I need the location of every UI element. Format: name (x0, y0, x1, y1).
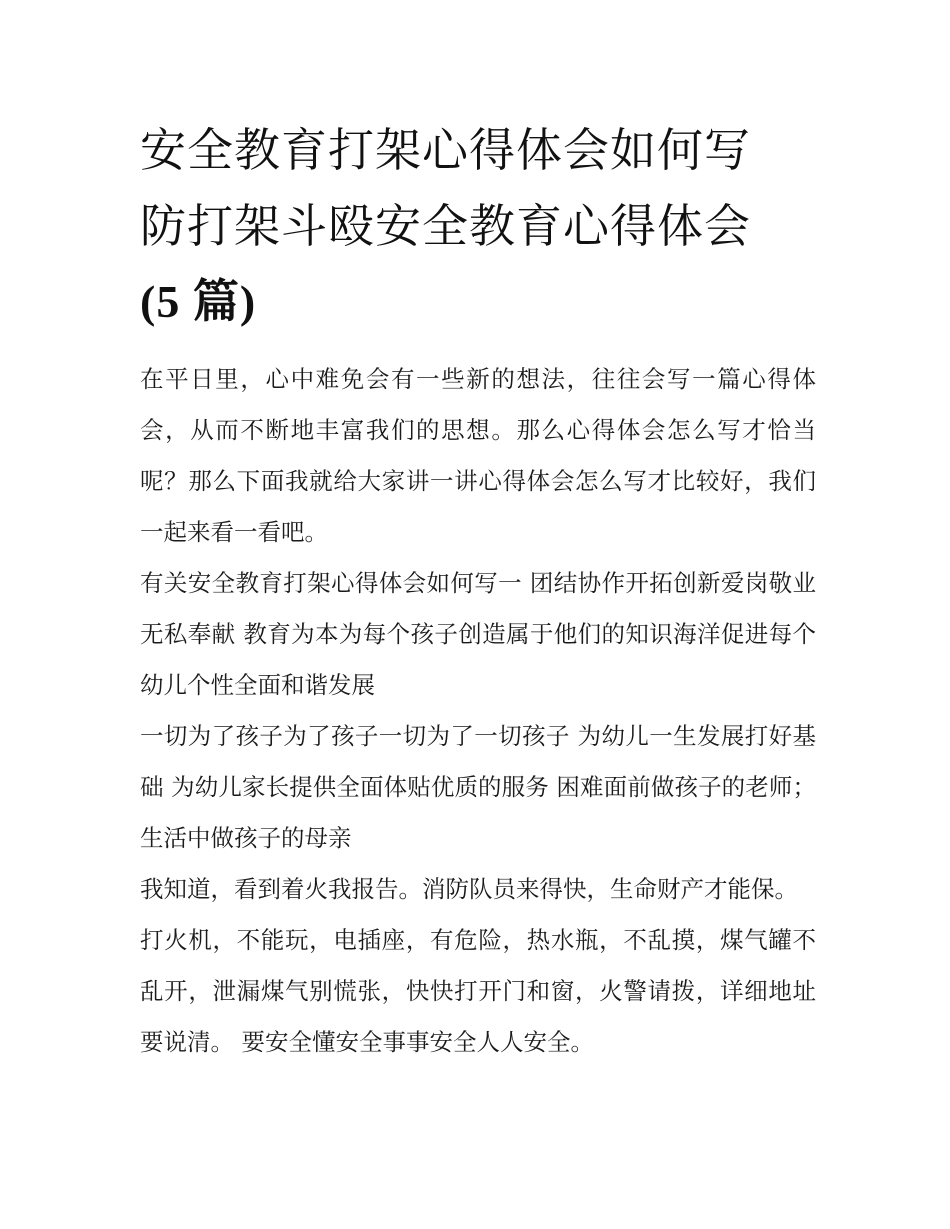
paragraph-4: 打火机，不能玩，电插座，有危险，热水瓶，不乱摸，煤气罐不乱开，泄漏煤气别慌张，快快打开门和窗，火警请拨，详细地址要说清。 要安全懂安全事事安全人人安全。 (140, 926, 816, 1056)
paragraph-intro: 在平日里，心中难免会有一些新的想法，往往会写一篇心得体会，从而不断地丰富我们的思想。那么心得体会怎么写才恰当呢？那么下面我就给大家讲一讲心得体会怎么写才比较好，我们一起来看一看吧。 (140, 365, 816, 546)
title-line-3: (5 篇) (140, 276, 257, 327)
title-line-2: 防打架斗殴安全教育心得体会 (140, 199, 751, 253)
document-title (140, 112, 816, 340)
document-page (140, 112, 816, 1068)
paragraph-1: 有关安全教育打架心得体会如何写一 团结协作开拓创新爱岗敬业无私奉献 教育为本为每个孩子创造属于他们的知识海洋促进每个幼儿个性全面和谐发展 (140, 569, 816, 699)
paragraph-2: 一切为了孩子为了孩子一切为了一切孩子 为幼儿一生发展打好基础 为幼儿家长提供全面体贴优质的服务 困难面前做孩子的老师；生活中做孩子的母亲 (140, 722, 816, 852)
document-body (140, 354, 816, 1068)
title-line-1: 安全教育打架心得体会如何写 (140, 123, 751, 177)
paragraph-3: 我知道，看到着火我报告。消防队员来得快，生命财产才能保。 (140, 875, 798, 903)
